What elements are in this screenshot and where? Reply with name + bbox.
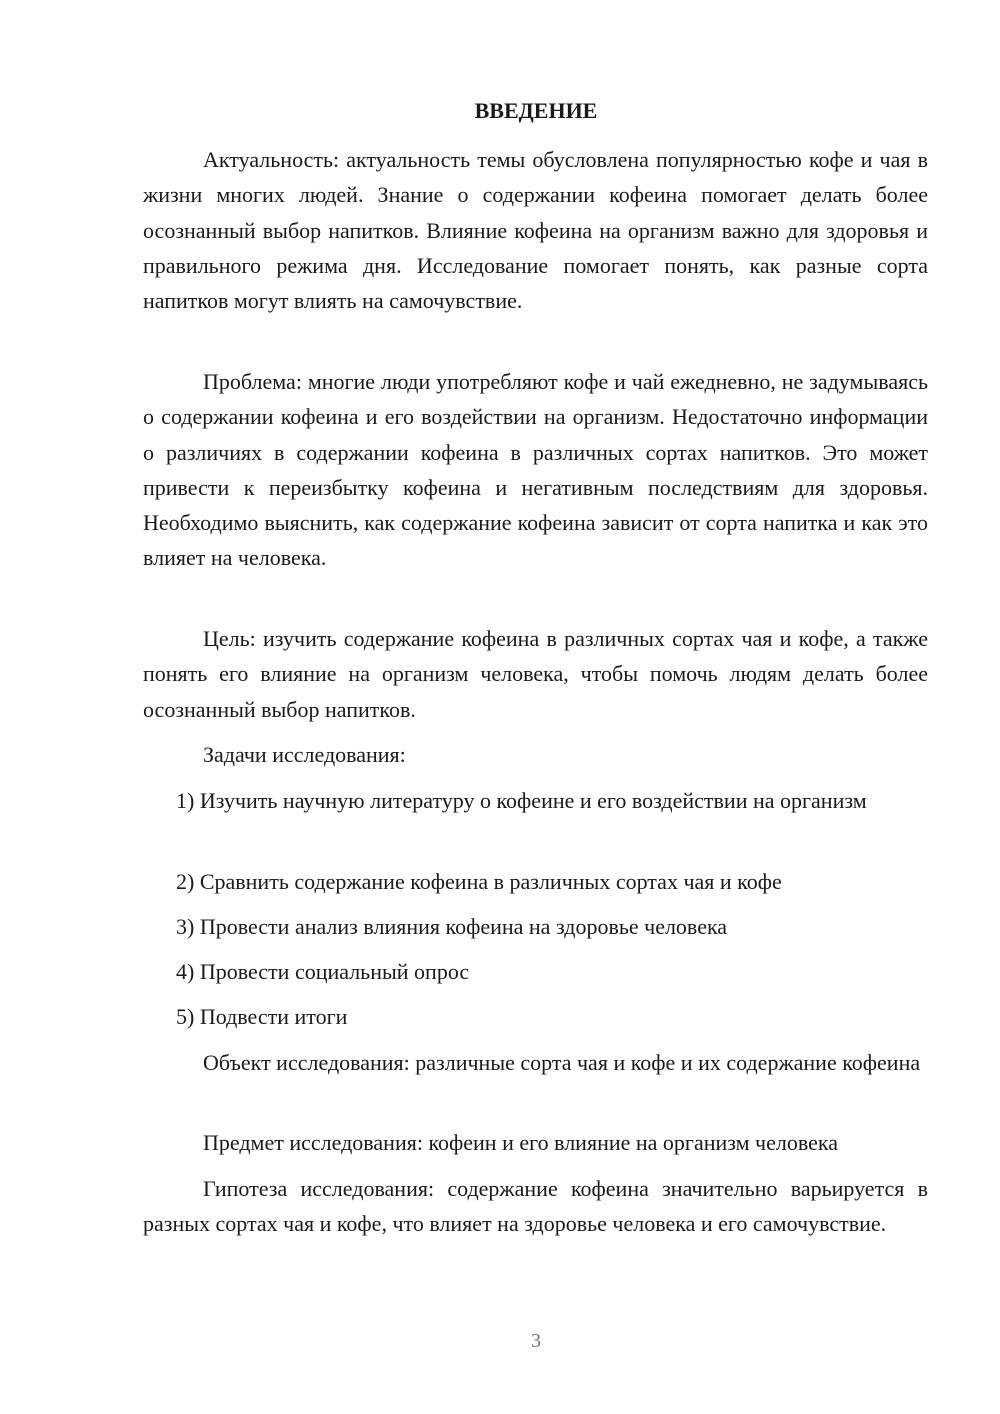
paragraph-hypothesis: Гипотеза исследования: содержание кофеина значительно варьируется в разных сортах чая и кофе, что влияет на здоровье человека и его самочувствие. xyxy=(143,1176,928,1237)
page-title: ВВЕДЕНИЕ xyxy=(474,98,598,123)
task-item-5: 5) Подвести итоги xyxy=(176,1004,348,1029)
page-number: 3 xyxy=(531,1330,541,1352)
tasks-heading: Задачи исследования: xyxy=(203,742,406,767)
paragraph-relevance: Актуальность: актуальность темы обусловлена популярностью кофе и чая в жизни многих людей. Знание о содержании кофеина помогает делать более осознанный выбор напитков. Влияние кофеина на организм важно для здоровья и правильного режима дня. Исследование помогает понять, как разные сорта напитков могут влиять на самочувствие. xyxy=(143,147,928,314)
paragraph-problem: Проблема: многие люди употребляют кофе и чай ежедневно, не задумываясь о содержании кофеина и его воздействии на организм. Недостаточно информации о различиях в содержании кофеина в различных сортах напитков. Это может привести к переизбытку кофеина и негативным последствиям для здоровья. Необходимо выяснить, как содержание кофеина зависит от сорта напитка и как это влияет на человека. xyxy=(143,369,928,571)
task-item-2: 2) Сравнить содержание кофеина в различных сортах чая и кофе xyxy=(176,869,782,894)
task-item-1: 1) Изучить научную литературу о кофеине и его воздействии на организм xyxy=(176,788,867,813)
task-item-4: 4) Провести социальный опрос xyxy=(176,959,470,984)
paragraph-goal: Цель: изучить содержание кофеина в различных сортах чая и кофе, а также понять его влияние на организм человека, чтобы помочь людям делать более осознанный выбор напитков. xyxy=(143,626,928,722)
paragraph-object: Объект исследования: различные сорта чая и кофе и их содержание кофеина xyxy=(203,1050,921,1075)
task-item-3: 3) Провести анализ влияния кофеина на здоровье человека xyxy=(176,914,728,939)
paragraph-subject: Предмет исследования: кофеин и его влияние на организм человека xyxy=(203,1130,839,1155)
